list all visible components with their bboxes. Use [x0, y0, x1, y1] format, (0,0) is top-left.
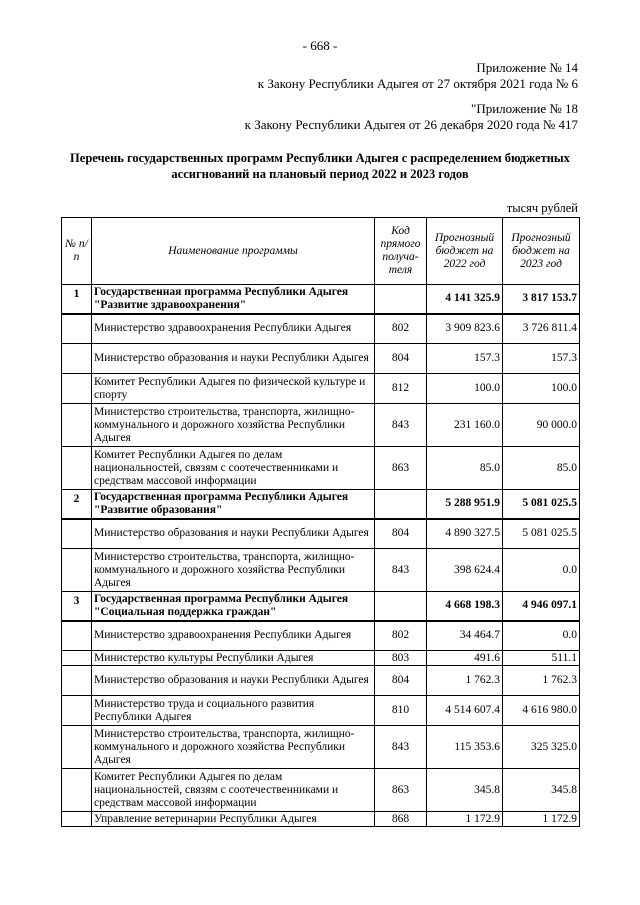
table-row: [62, 549, 580, 592]
budget-2023: 1 762.3: [503, 666, 580, 696]
programs-table: [61, 217, 580, 827]
recipient-code: 802: [375, 621, 427, 651]
recipient-code: 802: [375, 314, 427, 344]
budget-2023: 5 081 025.5: [503, 519, 580, 549]
table-body: [62, 285, 580, 827]
budget-2023: 157.3: [503, 344, 580, 374]
row-number: [62, 726, 92, 769]
document-title: Перечень государственных программ Республики Адыгея с распределением бюджетных ассигнований на плановый период 2022 и 2023 годов: [70, 151, 570, 181]
program-name: Министерство образования и науки Республики Адыгея: [92, 344, 375, 374]
recipient-code: 804: [375, 519, 427, 549]
row-number: [62, 666, 92, 696]
program-name: Комитет Республики Адыгея по делам национальностей, связям с соотечественниками и средствам массовой информации: [92, 447, 375, 490]
recipient-code: [375, 490, 427, 519]
program-name: Управление ветеринарии Республики Адыгея: [92, 812, 375, 827]
budget-2022: 4 141 325.9: [427, 285, 503, 314]
program-name: Министерство строительства, транспорта, жилищно-коммунального и дорожного хозяйства Республики Адыгея: [92, 549, 375, 592]
program-name: Министерство образования и науки Республики Адыгея: [92, 666, 375, 696]
program-name: Государственная программа Республики Адыгея "Социальная поддержка граждан": [92, 592, 375, 621]
budget-2023: 0.0: [503, 549, 580, 592]
table-row: [62, 344, 580, 374]
budget-2022: 157.3: [427, 344, 503, 374]
program-row: [62, 285, 580, 314]
recipient-code: [375, 285, 427, 314]
program-name: Министерство строительства, транспорта, жилищно-коммунального и дорожного хозяйства Республики Адыгея: [92, 726, 375, 769]
recipient-code: 843: [375, 404, 427, 447]
header-2023: Прогнозный бюджет на 2023 год: [503, 218, 580, 285]
budget-2022: 1 762.3: [427, 666, 503, 696]
budget-2022: 4 668 198.3: [427, 592, 503, 621]
budget-2023: 4 616 980.0: [503, 696, 580, 726]
annex-original-law-reference: к Закону Республики Адыгея от 26 декабря 2020 года № 417: [244, 117, 578, 132]
recipient-code: 863: [375, 447, 427, 490]
budget-2023: 3 817 153.7: [503, 285, 580, 314]
budget-2022: 4 890 327.5: [427, 519, 503, 549]
budget-2022: 115 353.6: [427, 726, 503, 769]
header-name: Наименование программы: [92, 218, 375, 285]
budget-2023: 85.0: [503, 447, 580, 490]
budget-2023: 345.8: [503, 769, 580, 812]
budget-2023: 325 325.0: [503, 726, 580, 769]
budget-2023: 1 172.9: [503, 812, 580, 827]
budget-2023: 511.1: [503, 651, 580, 666]
program-name: Министерство труда и социального развития Республики Адыгея: [92, 696, 375, 726]
budget-2022: 4 514 607.4: [427, 696, 503, 726]
annex-block-current: [258, 60, 578, 92]
budget-2023: 100.0: [503, 374, 580, 404]
recipient-code: 804: [375, 666, 427, 696]
table-row: [62, 666, 580, 696]
recipient-code: 804: [375, 344, 427, 374]
table-row: [62, 651, 580, 666]
row-number: [62, 374, 92, 404]
page-number: - 668 -: [302, 38, 338, 53]
row-number: [62, 344, 92, 374]
program-name: Министерство образования и науки Республики Адыгея: [92, 519, 375, 549]
row-number: [62, 404, 92, 447]
program-name: Комитет Республики Адыгея по физической культуре и спорту: [92, 374, 375, 404]
row-number: [62, 696, 92, 726]
budget-2022: 345.8: [427, 769, 503, 812]
budget-2023: 4 946 097.1: [503, 592, 580, 621]
table-row: [62, 447, 580, 490]
row-number: [62, 812, 92, 827]
row-number: [62, 621, 92, 651]
row-number: 2: [62, 490, 92, 519]
row-number: [62, 519, 92, 549]
recipient-code: [375, 592, 427, 621]
table-row: [62, 696, 580, 726]
program-row: [62, 490, 580, 519]
recipient-code: 803: [375, 651, 427, 666]
budget-2023: 5 081 025.5: [503, 490, 580, 519]
program-name: Государственная программа Республики Адыгея "Развитие здравоохранения": [92, 285, 375, 314]
budget-2022: 5 288 951.9: [427, 490, 503, 519]
recipient-code: 843: [375, 726, 427, 769]
table-row: [62, 769, 580, 812]
budget-2022: 231 160.0: [427, 404, 503, 447]
recipient-code: 863: [375, 769, 427, 812]
row-number: [62, 314, 92, 344]
table-row: [62, 314, 580, 344]
header-num: № п/п: [62, 218, 92, 285]
row-number: 3: [62, 592, 92, 621]
program-name: Государственная программа Республики Адыгея "Развитие образования": [92, 490, 375, 519]
annex-original-number: "Приложение № 18: [471, 101, 578, 116]
row-number: [62, 651, 92, 666]
header-2022: Прогнозный бюджет на 2022 год: [427, 218, 503, 285]
table-row: [62, 404, 580, 447]
program-name: Министерство здравоохранения Республики Адыгея: [92, 314, 375, 344]
table-row: [62, 621, 580, 651]
annex-number: Приложение № 14: [476, 60, 578, 75]
budget-2023: 3 726 811.4: [503, 314, 580, 344]
budget-2022: 34 464.7: [427, 621, 503, 651]
budget-2023: 0.0: [503, 621, 580, 651]
table-row: [62, 374, 580, 404]
program-name: Министерство здравоохранения Республики Адыгея: [92, 621, 375, 651]
recipient-code: 810: [375, 696, 427, 726]
program-row: [62, 592, 580, 621]
budget-2022: 1 172.9: [427, 812, 503, 827]
budget-2023: 90 000.0: [503, 404, 580, 447]
unit-label: тысяч рублей: [506, 201, 578, 215]
budget-2022: 3 909 823.6: [427, 314, 503, 344]
table-row: [62, 726, 580, 769]
annex-block-original: [245, 101, 578, 133]
budget-2022: 100.0: [427, 374, 503, 404]
row-number: [62, 447, 92, 490]
program-name: Министерство строительства, транспорта, жилищно-коммунального и дорожного хозяйства Республики Адыгея: [92, 404, 375, 447]
row-number: [62, 769, 92, 812]
budget-2022: 85.0: [427, 447, 503, 490]
row-number: [62, 549, 92, 592]
annex-law-reference: к Закону Республики Адыгея от 27 октября 2021 года № 6: [257, 76, 578, 91]
recipient-code: 843: [375, 549, 427, 592]
budget-2022: 398 624.4: [427, 549, 503, 592]
table-header-row: [62, 218, 580, 285]
table-row: [62, 812, 580, 827]
budget-2022: 491.6: [427, 651, 503, 666]
program-name: Комитет Республики Адыгея по делам национальностей, связям с соотечественниками и средствам массовой информации: [92, 769, 375, 812]
header-code: Код прямого получа-теля: [375, 218, 427, 285]
row-number: 1: [62, 285, 92, 314]
recipient-code: 812: [375, 374, 427, 404]
program-name: Министерство культуры Республики Адыгея: [92, 651, 375, 666]
table-row: [62, 519, 580, 549]
recipient-code: 868: [375, 812, 427, 827]
